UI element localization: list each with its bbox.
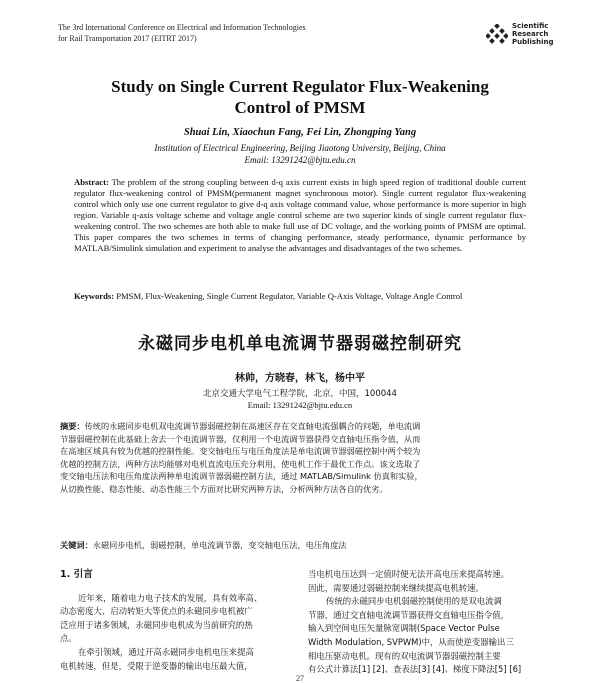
zh-keywords-label: 关键词： xyxy=(60,540,93,550)
zh-keywords-text: 永磁同步电机，弱磁控制，单电流调节器，变交轴电压法，电压角度法 xyxy=(92,540,347,550)
body-line: 当电机电压达到一定值时便无法开高电压来提高转速。 xyxy=(308,569,509,579)
body-line: 节器，通过交直轴电流调节器获得交直轴电压指令值， xyxy=(308,609,509,620)
body-right-column xyxy=(308,568,548,677)
body-line: 电机转速，但是，受限于逆变器的输出电压最大值， xyxy=(60,660,253,671)
body-line: 近年来，随着电力电子技术的发展，具有效率高、 xyxy=(78,592,263,603)
keywords-label: Keywords: xyxy=(74,291,115,301)
paper-authors: Shuai Lin, Xiaochun Fang, Fei Lin, Zhongping Yang xyxy=(183,127,417,138)
paper-title-line-2: Control of PMSM xyxy=(234,98,366,117)
paper-email: Email: 13291242@bjtu.edu.cn xyxy=(244,155,356,165)
paper-title xyxy=(60,76,540,118)
section-heading: 1. 引言 xyxy=(60,569,93,580)
publisher-line-2: Research xyxy=(512,30,549,38)
body-line: 动态密度大、启动转矩大等优点的永磁同步电机被广 xyxy=(60,606,253,617)
publisher-logo-icon xyxy=(486,24,508,46)
page-number: 27 xyxy=(296,674,304,683)
zh-title: 永磁同步电机单电流调节器弱磁控制研究 xyxy=(138,334,462,354)
publisher-line-1: Scientific xyxy=(512,22,549,30)
publisher-logo xyxy=(486,22,566,52)
body-line: 点。 xyxy=(60,633,77,644)
body-line: 传统的永磁同步电机弱磁控制使用的是双电流调 xyxy=(326,596,502,607)
keywords xyxy=(74,291,526,302)
zh-email: Email: 13291242@bjtu.edu.cn xyxy=(247,400,353,410)
body-line: Width Modulation, SVPWM)中，从而使逆变器输出三 xyxy=(308,636,514,647)
keywords-text: PMSM, Flux-Weakening, Single Current Regulator, Variable Q-Axis Voltage, Voltage Angle Control xyxy=(116,291,463,301)
body-line: 因此，需要通过弱磁控制来继续提高电机转速。 xyxy=(308,582,484,593)
paper-affiliation: Institution of Electrical Engineering, Beijing Jiaotong University, Beijing, China xyxy=(154,143,446,153)
body-line: 泛应用于诸多领域，永磁同步电机成为当前研究的热 xyxy=(60,619,253,630)
zh-authors: 林帅，方晓春，林飞，杨中平 xyxy=(235,373,365,384)
zh-abstract-line: 优越的控制方法，两种方法均能够对电机直流电压充分利用，使电机工作于最优工作点。该文选取了 xyxy=(60,458,421,469)
conference-line-1: The 3rd International Conference on Electrical and Information Technologies xyxy=(58,23,306,32)
abstract-label: Abstract: xyxy=(74,177,109,187)
abstract-text: The problem of the strong coupling between d-q axis current exists in high speed region of traditional double current regulator flux-weakening control of PMSM(permanent magnet synchronous motor). Single current regulator flux-weakening control which only use one current regulator to give d-q axis voltage command value, whose performance is more superior in high region. Variable q-axis voltage scheme and voltage angle control scheme are two superior kinds of single current regulator flux-weakening control. The two schemes are both able to make full use of DC voltage, and the working points of PMSM are optimal. This paper compares the two schemes in terms of changing performance, steady performance, dynamic performance by MATLAB/Simulink simulation and experiment to analyse the advantages and disadvantages of the two schemes. xyxy=(74,177,526,253)
zh-abstract-label: 摘要： xyxy=(60,421,85,431)
publisher-name xyxy=(512,22,553,46)
paper-title-line-1: Study on Single Current Regulator Flux-Weakening xyxy=(111,77,489,96)
body-line: 有公式计算法[1] [2]、查表法[3] [4]、梯度下降法[5] [6] xyxy=(308,664,522,675)
zh-keywords xyxy=(60,540,540,551)
body-line: 在牵引领域，通过开高永磁同步电机电压来提高 xyxy=(78,646,254,657)
zh-abstract xyxy=(60,420,540,496)
zh-abstract-line: 变交轴电压法和电压角度法两种单电流调节器弱磁控制方法，通过 MATLAB/Simulink 仿真和实验， xyxy=(60,471,423,482)
zh-abstract-line: 在高速区域具有较为优越的控制性能。变交轴电压与电压角度法是单电流调节器弱磁控制中两个较为 xyxy=(60,446,421,457)
conference-header xyxy=(58,22,418,44)
zh-affiliation: 北京交通大学电气工程学院，北京，中国，100044 xyxy=(203,389,397,399)
zh-abstract-line: 摘要：传统的永磁同步电机双电流调节器弱磁控制在高速区存在交直轴电流强耦合的问题，单电流调 xyxy=(60,421,421,431)
conference-line-2: for Rail Transportation 2017 (EITRT 2017) xyxy=(58,34,197,43)
zh-abstract-line: 从切换性能、稳态性能、动态性能三个方面对比研究两种方法，分析两种方法各自的优劣。 xyxy=(60,483,388,494)
body-line: 相电压驱动电机。现有的双电流调节器弱磁控制主要 xyxy=(308,650,501,661)
publisher-line-3: Publishing xyxy=(512,38,554,46)
zh-abstract-line: 节器弱磁控制在此基础上舍去一个电流调节器，仅利用一个电流调节器获得交直轴电压指令值，从而 xyxy=(60,433,421,444)
abstract xyxy=(74,177,526,254)
body-left-column xyxy=(60,568,290,673)
body-line: 输入到空间电压矢量脉宽调制(Space Vector Pulse xyxy=(308,623,500,634)
